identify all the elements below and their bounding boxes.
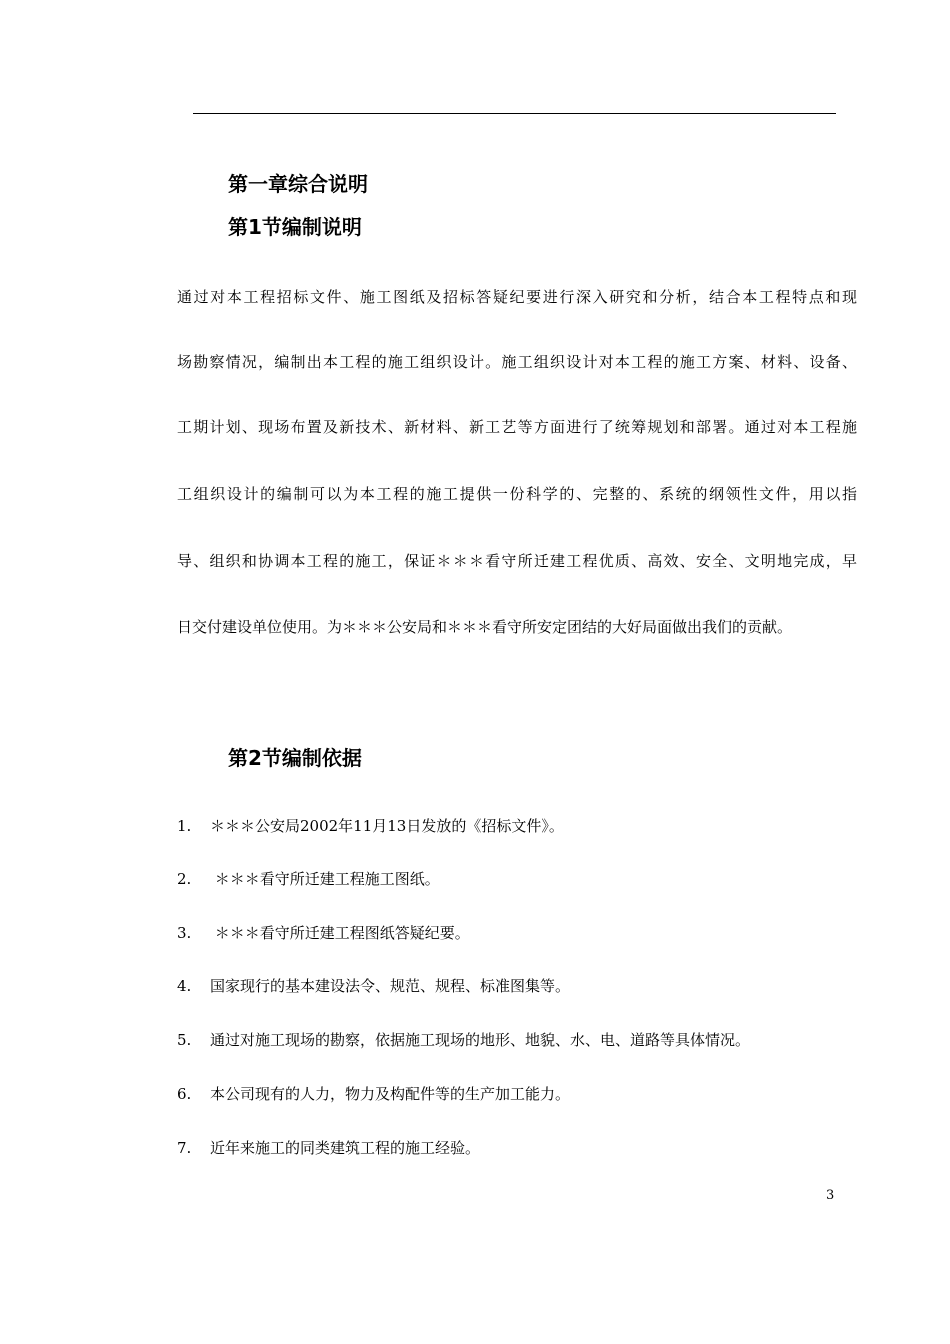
list-item-text: ＊＊＊看守所迁建工程图纸答疑纪要。 (210, 924, 470, 942)
list-item-text: ＊＊＊看守所迁建工程施工图纸。 (210, 870, 440, 888)
list-item-number: 2. (177, 870, 192, 888)
section-title-1: 第1节编制说明 (228, 215, 362, 239)
list-item (177, 1030, 750, 1050)
list-item-number: 1. (177, 817, 192, 835)
chapter-title: 第一章综合说明 (228, 172, 368, 196)
paragraph-line: 场勘察情况，编制出本工程的施工组织设计。施工组织设计对本工程的施工方案、材料、设备、 (177, 353, 857, 371)
paragraph-line: 工组织设计的编制可以为本工程的施工提供一份科学的、完整的、系统的纲领性文件，用以指 (177, 485, 857, 503)
list-item-number: 4. (177, 977, 192, 995)
paragraph-line: 通过对本工程招标文件、施工图纸及招标答疑纪要进行深入研究和分析，结合本工程特点和现 (177, 288, 857, 306)
list-item-text: 国家现行的基本建设法令、规范、规程、标准图集等。 (210, 977, 571, 995)
list-item (177, 976, 570, 996)
section-title-2: 第2节编制依据 (228, 746, 362, 770)
list-item-text: 本公司现有的人力，物力及构配件等的生产加工能力。 (210, 1085, 571, 1103)
list-item (177, 923, 470, 943)
list-item-text: 通过对施工现场的勘察，依据施工现场的地形、地貌、水、电、道路等具体情况。 (210, 1031, 751, 1049)
paragraph-line: 工期计划、现场布置及新技术、新材料、新工艺等方面进行了统筹规划和部署。通过对本工程施 (177, 418, 857, 436)
paragraph-line: 导、组织和协调本工程的施工，保证＊＊＊看守所迁建工程优质、高效、安全、文明地完成，早 (177, 552, 857, 570)
list-item-number: 3. (177, 924, 192, 942)
list-item-number: 6. (177, 1085, 192, 1103)
list-item-text: 近年来施工的同类建筑工程的施工经验。 (210, 1139, 481, 1157)
header-rule (193, 113, 836, 114)
list-item-number: 7. (177, 1139, 192, 1157)
page-number: 3 (826, 1188, 835, 1203)
list-item-number: 5. (177, 1031, 192, 1049)
list-item (177, 1084, 570, 1104)
list-item-text: ＊＊＊公安局2002年11月13日发放的《招标文件》。 (210, 817, 564, 835)
list-item (177, 816, 564, 836)
paragraph-line: 日交付建设单位使用。为＊＊＊公安局和＊＊＊看守所安定团结的大好局面做出我们的贡献。 (177, 618, 793, 636)
list-item (177, 1138, 480, 1158)
list-item (177, 869, 440, 889)
